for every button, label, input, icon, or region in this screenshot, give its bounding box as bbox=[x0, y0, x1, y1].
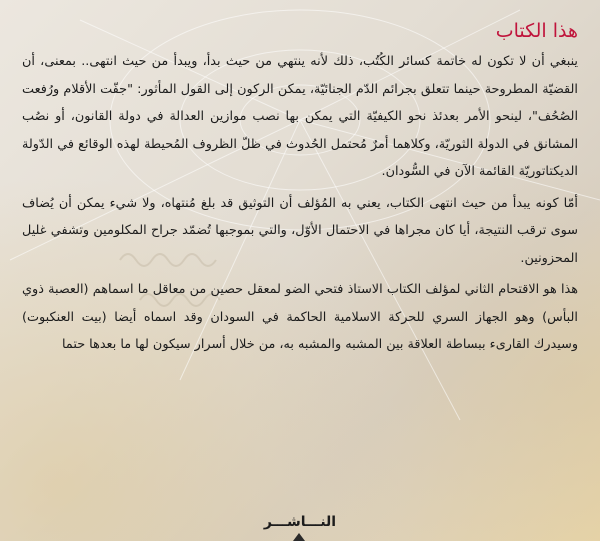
triangle-marker-icon bbox=[293, 533, 305, 541]
back-cover-page bbox=[22, 18, 578, 538]
paragraph-3: هذا هو الاقتحام الثاني لمؤلف الكتاب الاستاذ فتحي الضو لمعقل حصين من معاقل ما اسماهم (العصبة ذوي البأس) وهو الجهاز السري للحركة الاسلامية الحاكمة في السودان وقد اسماه أيضا (بيت العنكبوت) وسيدرك القارىء ببساطة العلاقة بين المشبه والمشبه به، من خلال أسرار سيكون لها ما بعدها حتما bbox=[22, 282, 578, 352]
publisher-signature: النـــاشـــر bbox=[263, 514, 337, 530]
paragraph-1: ينبغي أن لا تكون له خاتمة كسائر الكُتُب، ذلك لأنه ينتهي من حيث بدأ، ويبدأ من حيث انتهى.. بمعنى، أن القضيّة المطروحة حينما تتعلق بجرائم الدّم الجنائيّة، يمكن الركون إلى القول المأثور: "جفّت الأقلام ورُفعت الصُحُف"، لينحو الأمر بعدئذ نحو الكيفيّة التي يمكن بها نصب موازين العدالة في دولة القانون، أو نصُب المشانق في الدولة الثوريّة، وكلاهما أمرٌ مُحتمل الحُدوث في ظلّ الظروف المُحيطة لهذه الوقائع في الدّولة الديكتاتوريّة القائمة الآن في السُّودان. bbox=[22, 54, 578, 179]
page-title: هذا الكتاب bbox=[495, 20, 578, 42]
paragraph-2: أمّا كونه يبدأ من حيث انتهى الكتاب، يعني به المُؤلف أن التوثيق قد بلغ مُنتهاه، ولا شيء يمكن أن يُضاف سوى ترقب النتيجة، أيا كان مجراها في الاحتمال الأوّل، والتي بموجبها تُضمّد جراح المكلومين وتشفي غليل المحزونين. bbox=[22, 195, 578, 266]
